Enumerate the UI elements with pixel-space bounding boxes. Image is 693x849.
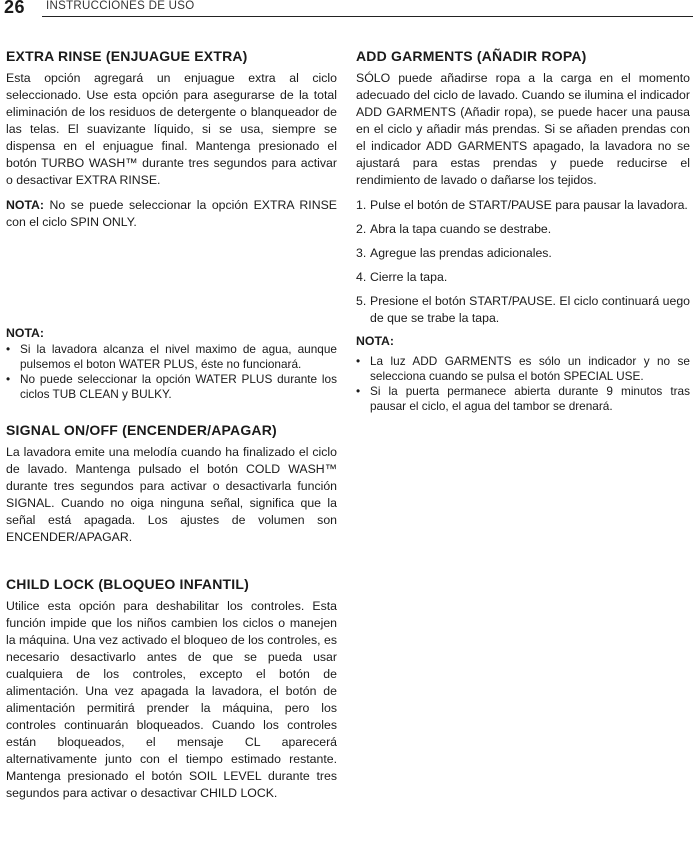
add-garments-body: SÓLO puede añadirse ropa a la carga en el momento adecuado del ciclo de lavado. Cuando se ilumina el indicador ADD GARMENTS (Añadir ropa), se puede hacer una pausa en el ciclo y añadir más prendas. Si se añaden prendas con el indicador ADD GARMENTS apagado, la lavadora no se ajustará para estas prendas y puede reducirse el rendimiento de lavado o dañarse los tejidos.: [356, 71, 690, 187]
step-number: 4.: [356, 270, 367, 284]
step-text: Agregue las prendas adicionales.: [370, 246, 552, 260]
water-plus-note-label: NOTA:: [6, 326, 45, 340]
extra-rinse-note-text: No se puede seleccionar la opción EXTRA RINSE con el ciclo SPIN ONLY.: [6, 198, 337, 229]
step-number: 1.: [356, 198, 367, 212]
step-text: Abra la tapa cuando se destrabe.: [370, 222, 552, 236]
extra-rinse-note-label: NOTA:: [6, 198, 45, 212]
water-plus-note-list: [6, 342, 337, 402]
add-garments-note-list: [356, 354, 690, 414]
section-child-lock: [6, 576, 337, 802]
extra-rinse-title: EXTRA RINSE (ENJUAGUE EXTRA): [6, 48, 248, 64]
section-signal: [6, 422, 337, 546]
list-item: • No puede seleccionar la opción WATER PLUS durante los ciclos TUB CLEAN y BULKY.: [6, 372, 337, 402]
left-column: [6, 48, 337, 802]
step-item: [356, 269, 690, 286]
signal-title: SIGNAL ON/OFF (ENCENDER/APAGAR): [6, 422, 277, 438]
header-rule: [42, 16, 693, 17]
right-column: [356, 48, 690, 414]
list-item: • Si la puerta permanece abierta durante 9 minutos tras pausar el ciclo, el agua del tambor se drenará.: [356, 384, 690, 414]
step-text: Cierre la tapa.: [370, 270, 448, 284]
add-garments-title: ADD GARMENTS (AÑADIR ROPA): [356, 48, 587, 64]
add-garments-note-label: NOTA:: [356, 334, 395, 348]
page-number: 26: [4, 0, 26, 17]
section-water-plus-note: [6, 326, 337, 402]
step-text: Presione el botón START/PAUSE. El ciclo continuará uego de que se trabe la tapa.: [370, 294, 690, 325]
step-number: 5.: [356, 294, 367, 308]
step-item: [356, 197, 690, 214]
extra-rinse-note: [6, 197, 337, 231]
step-item: [356, 245, 690, 262]
section-extra-rinse: [6, 48, 337, 231]
add-garments-steps: [356, 197, 690, 327]
extra-rinse-body: Esta opción agregará un enjuague extra al ciclo seleccionado. Use esta opción para asegurarse de la total eliminación de los residuos de detergente o blanqueador de las telas. El suavizante líquido, si se usa, siempre se dispensa en el enjuague final. Mantenga presionado el botón TURBO WASH™ durante tres segundos para activar o desactivar EXTRA RINSE.: [6, 71, 337, 187]
running-title: INSTRUCCIONES DE USO: [46, 0, 195, 12]
page-header: [4, 0, 693, 18]
child-lock-title: CHILD LOCK (BLOQUEO INFANTIL): [6, 576, 250, 592]
signal-body: La lavadora emite una melodía cuando ha finalizado el ciclo de lavado. Mantenga pulsado el botón COLD WASH™ durante tres segundos para activar o desactivarla función SIGNAL. Cuando no oiga ninguna señal, significa que la señal está apagada. Los ajustes de volumen son ENCENDER/APAGAR.: [6, 445, 337, 544]
step-item: [356, 221, 690, 238]
step-number: 2.: [356, 222, 367, 236]
step-item: [356, 293, 690, 327]
section-add-garments: [356, 48, 690, 414]
step-text: Pulse el botón de START/PAUSE para pausar la lavadora.: [370, 198, 688, 212]
list-item: • La luz ADD GARMENTS es sólo un indicador y no se selecciona cuando se pulsa el botón SPECIAL USE.: [356, 354, 690, 384]
list-item: • Si la lavadora alcanza el nivel maximo de agua, aunque pulsemos el boton WATER PLUS, éste no funcionará.: [6, 342, 337, 372]
step-number: 3.: [356, 246, 367, 260]
child-lock-body: Utilice esta opción para deshabilitar los controles. Esta función impide que los niños cambien los ciclos o manejen la máquina. Una vez activado el bloqueo de los controles, es necesario desactivarlo antes de que se pueda usar cualquiera de los controles, excepto el botón de alimentación. Una vez apagada la lavadora, el botón de alimentación permitirá prender la máquina, pero los controles continuarán bloqueados. Cuando los controles están bloqueados, el mensaje CL aparecerá alternativamente junto con el tiempo estimado restante. Mantenga presionado el botón SOIL LEVEL durante tres segundos para activar o desactivar CHILD LOCK.: [6, 599, 337, 800]
